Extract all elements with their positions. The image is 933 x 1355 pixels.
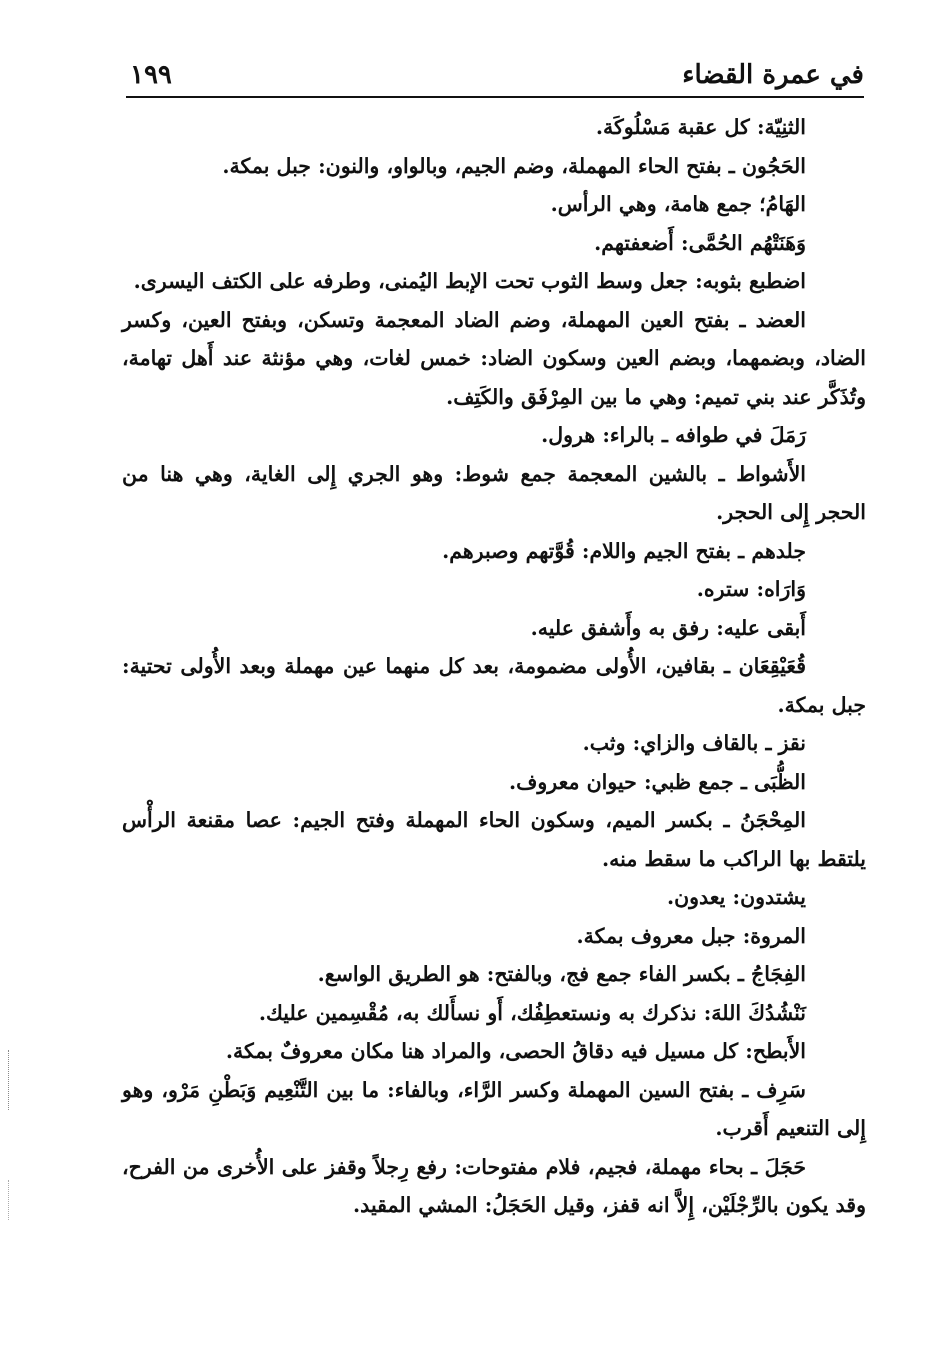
entry-term: جلدهم bbox=[751, 538, 806, 563]
entry-term: المروة: bbox=[742, 923, 806, 948]
entry-term: الأَشواط bbox=[736, 461, 806, 486]
page-header bbox=[126, 56, 864, 98]
glossary-entry bbox=[122, 955, 866, 994]
glossary-body bbox=[122, 108, 866, 1225]
glossary-entry bbox=[122, 185, 866, 224]
entry-definition: ـ بفتح الجيم واللام: قُوَّتهم وصبرهم. bbox=[442, 538, 752, 563]
glossary-entry bbox=[122, 609, 866, 648]
entry-definition: كل مسيل فيه دقاقُ الحصى، والمراد هنا مكان معروفٌ بمكة. bbox=[225, 1039, 746, 1063]
entry-term: المِحْجَنُ bbox=[740, 808, 806, 832]
entry-definition: ـ بكسر الميم، وسكون الحاء المهملة وفتح الجيم: عصا مقنعة الرأْس يلتقط بها الراكب ما سقط منه. bbox=[122, 808, 866, 871]
glossary-entry bbox=[122, 532, 866, 571]
entry-definition: جبل معروف بمكة. bbox=[576, 923, 743, 948]
entry-term: نَنْشُدُكَ اللهَ: bbox=[703, 1000, 806, 1025]
entry-term: يشتدون: bbox=[732, 885, 806, 909]
entry-term: اضطبع بثوبه: bbox=[695, 269, 806, 293]
entry-term: نقز bbox=[778, 731, 806, 755]
glossary-entry bbox=[122, 1148, 866, 1225]
entry-term: الظُّبَى bbox=[753, 769, 806, 794]
entry-definition: جعل وسط الثوب تحت الإبط اليُمنى، وطرفه على الكتف اليسرى. bbox=[133, 269, 696, 293]
entry-term: الحَجُون bbox=[741, 153, 806, 178]
entry-term: أَبقى عليه: bbox=[716, 615, 806, 640]
glossary-entry bbox=[122, 224, 866, 263]
entry-term: الأَبطح: bbox=[745, 1039, 806, 1063]
entry-term: قُعَيْقِعَان bbox=[738, 654, 806, 678]
entry-definition: ـ بالشين المعجمة جمع شوط: وهو الجري إِلى الغاية، وهي هنا من الحجر إِلى الحجر. bbox=[122, 461, 866, 524]
entry-definition: أَضعفتهم. bbox=[594, 230, 681, 255]
entry-term: سَرِف bbox=[756, 1077, 806, 1102]
glossary-entry bbox=[122, 147, 866, 186]
entry-term: وَهَنَتْهُم الحُمَّى: bbox=[681, 230, 806, 255]
glossary-entry bbox=[122, 301, 866, 417]
glossary-entry bbox=[122, 647, 866, 724]
entry-definition: كل عقبة مَسْلُوكَة. bbox=[595, 115, 757, 139]
entry-term: رَمَلَ في طوافه bbox=[675, 423, 806, 447]
glossary-entry bbox=[122, 917, 866, 956]
glossary-entry bbox=[122, 570, 866, 609]
entry-definition: ـ بالراء: هرول. bbox=[541, 423, 676, 447]
entry-definition: ـ بكسر الفاء جمع فج، وبالفتح: هو الطريق الواسع. bbox=[317, 962, 751, 986]
entry-definition: ـ بفتح السين المهملة وكسر الرَّاء، وبالفاء: ما بين التَّنْعِيم وَبَطْنِ مَرْو، وهو إِلى التنعيم أَقرب. bbox=[122, 1077, 866, 1140]
glossary-entry bbox=[122, 763, 866, 802]
glossary-entry bbox=[122, 994, 866, 1033]
entry-term: الفِجَاجُ bbox=[750, 962, 806, 986]
glossary-entry bbox=[122, 724, 866, 763]
entry-definition: جمع هامة، وهي الرأس. bbox=[550, 192, 760, 216]
entry-term: العضد bbox=[755, 307, 806, 332]
entry-definition: ـ بفتح العين المهملة، وضم الضاد المعجمة وتسكن، وبفتح العين، وكسر الضاد، وبضمهما، وبضم العين وسكون الضاد: خمس لغات، وهي مؤنثة عند أَهل تهامة، وتُذَكَّر عند بني تميم: وهي ما بين المِرْفَق والكَتِف. bbox=[122, 307, 866, 409]
glossary-entry bbox=[122, 878, 866, 917]
entry-definition: ـ جمع ظبي: حيوان معروف. bbox=[509, 769, 754, 794]
entry-definition: ـ بفتح الحاء المهملة، وضم الجيم، وبالواو، والنون: جبل بمكة. bbox=[222, 153, 742, 178]
entry-definition: ستره. bbox=[696, 577, 757, 601]
entry-term: وَارَاه: bbox=[756, 577, 806, 601]
entry-term: الهَامُ؛ bbox=[759, 192, 806, 216]
glossary-entry bbox=[122, 108, 866, 147]
glossary-entry bbox=[122, 801, 866, 878]
entry-definition: ـ بحاء مهملة، فجيم، فلام مفتوحات: رفع رِجلاً وقفز على الأُخرى من الفرح، وقد يكون بالرِّجْلَيْن، إِلاَّ انه قفز، وقيل الحَجَلُ: المشي المقيد. bbox=[122, 1154, 866, 1217]
entry-term: حَجَلَ bbox=[764, 1154, 806, 1179]
glossary-entry bbox=[122, 416, 866, 455]
glossary-entry bbox=[122, 1071, 866, 1148]
running-title: في عمرة القضاء bbox=[682, 60, 864, 90]
page-number: ١٩٩ bbox=[130, 60, 172, 90]
margin-scan-mark bbox=[8, 1050, 10, 1110]
glossary-entry bbox=[122, 455, 866, 532]
entry-definition: نذكرك به ونستعطِفُك، أَو نسأَلك به، مُقْسِمين عليك. bbox=[258, 1000, 704, 1025]
entry-definition: ـ بالقاف والزاي: وثب. bbox=[582, 731, 779, 755]
entry-definition: يعدون. bbox=[666, 885, 733, 909]
margin-scan-mark bbox=[8, 1180, 10, 1220]
glossary-entry bbox=[122, 1032, 866, 1071]
entry-term: الثنِيّة: bbox=[756, 115, 806, 139]
entry-definition: رفق به وأَشفق عليه. bbox=[530, 615, 717, 640]
glossary-entry bbox=[122, 262, 866, 301]
entry-definition: ـ بقافين، الأُولى مضمومة، بعد كل منهما عين مهملة وبعد الأُولى تحتية: جبل بمكة. bbox=[122, 654, 866, 717]
